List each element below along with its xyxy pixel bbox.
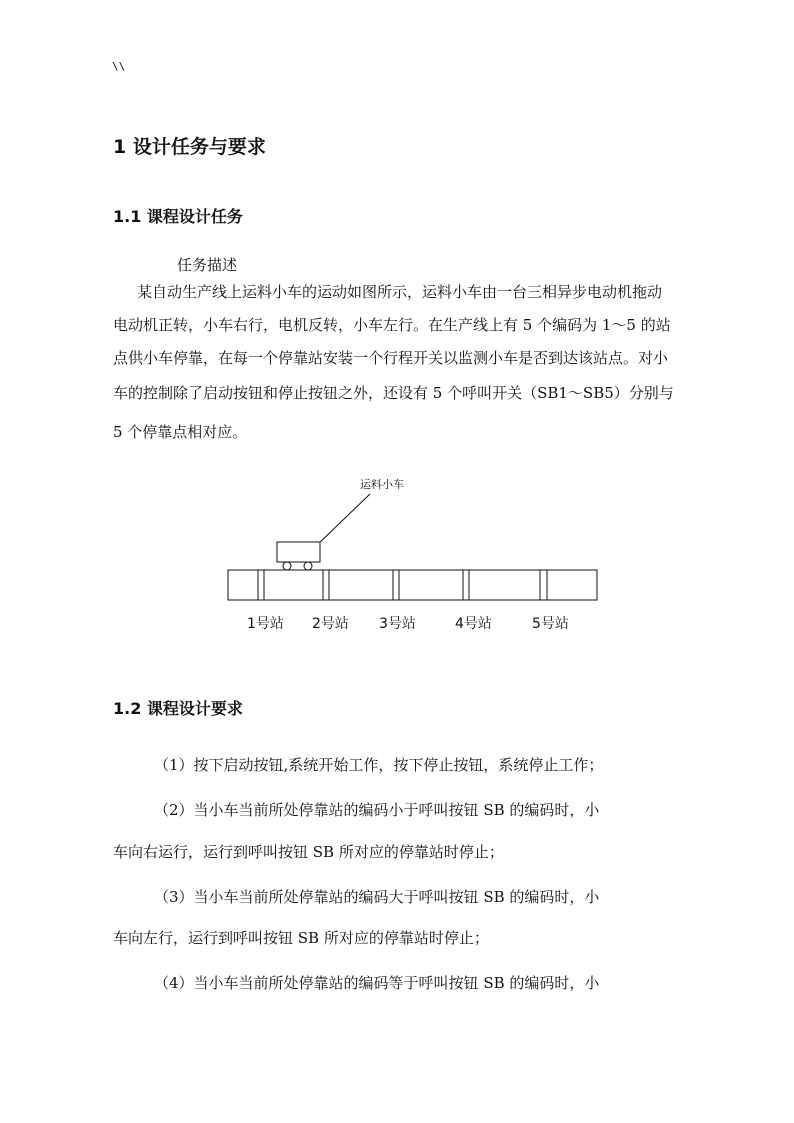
req-line-1: （1）按下启动按钮,系统开始工作，按下停止按钮，系统停止工作； — [154, 756, 604, 774]
cart-wheel-left — [283, 562, 291, 570]
req-line-5: 车向左行，运行到呼叫按钮 SB 所对应的停靠站时停止； — [113, 929, 489, 947]
track — [228, 570, 597, 600]
station-label-4: 4号站 — [455, 616, 492, 632]
task-line-2: 电动机正转，小车右行，电机反转，小车左行。在生产线上有 5 个编码为 1～5 的站 — [113, 316, 671, 334]
station-label-5: 5号站 — [532, 616, 569, 632]
cart-body — [277, 542, 320, 562]
req-line-3: 车向右运行，运行到呼叫按钮 SB 所对应的停靠站时停止； — [113, 843, 504, 861]
req-line-4: （3）当小车当前所处停靠站的编码大于呼叫按钮 SB 的编码时，小 — [154, 888, 600, 906]
cart-leader-line — [316, 494, 370, 546]
cart-wheel-right — [304, 562, 312, 570]
track-diagram — [220, 470, 610, 640]
task-line-3: 点供小车停靠，在每一个停靠站安装一个行程开关以监测小车是否到达该站点。对小 — [113, 349, 669, 367]
section-1-1-title: 1.1 课程设计任务 — [113, 207, 243, 226]
task-line-1: 某自动生产线上运料小车的运动如图所示，运料小车由一台三相异步电动机拖动 — [137, 283, 663, 301]
req-line-6: （4）当小车当前所处停靠站的编码等于呼叫按钮 SB 的编码时，小 — [154, 974, 600, 992]
task-line-4: 车的控制除了启动按钮和停止按钮之外，还设有 5 个呼叫开关（SB1～SB5）分别与 — [113, 384, 674, 402]
section-1-2-title: 1.2 课程设计要求 — [113, 699, 243, 718]
station-label-3: 3号站 — [379, 616, 416, 632]
task-line-5: 5 个停靠点相对应。 — [113, 423, 248, 441]
header-mark: \\ — [112, 60, 126, 73]
station-label-2: 2号站 — [312, 616, 349, 632]
station-label-1: 1号站 — [247, 616, 284, 632]
section-1-title: 1 设计任务与要求 — [113, 136, 266, 158]
task-description-label: 任务描述 — [177, 256, 238, 274]
cart-label: 运料小车 — [360, 478, 404, 491]
req-line-2: （2）当小车当前所处停靠站的编码小于呼叫按钮 SB 的编码时，小 — [154, 801, 600, 819]
